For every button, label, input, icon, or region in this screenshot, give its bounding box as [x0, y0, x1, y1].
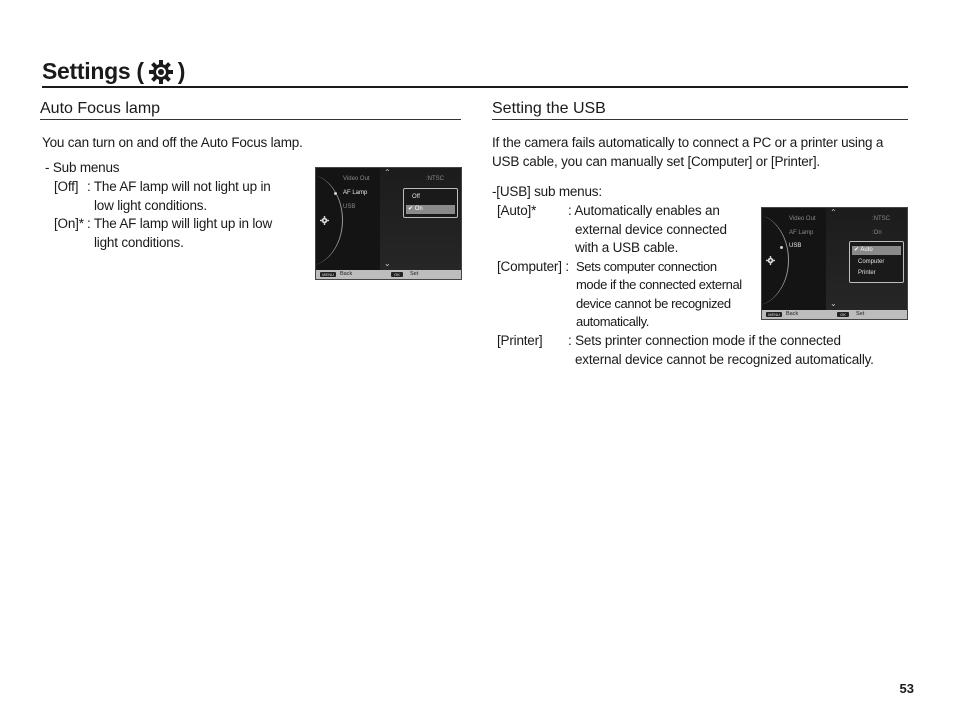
menu-item-usb: USB	[789, 243, 802, 249]
auto-desc-cont: external device connected	[575, 222, 727, 237]
video-out-value: :NTSC	[872, 216, 890, 222]
check-icon: ✔	[408, 206, 414, 212]
af-lamp-value: :On	[872, 230, 882, 236]
menu-item-usb: USB	[343, 204, 356, 210]
off-desc-cont: low light conditions.	[94, 198, 207, 213]
gear-icon	[148, 59, 174, 85]
menu-item-af-lamp: AF Lamp	[343, 190, 368, 196]
auto-desc: : Automatically enables an	[568, 203, 720, 218]
auto-desc-cont-2: with a USB cable.	[575, 240, 679, 255]
page-number: 53	[899, 681, 914, 696]
computer-desc-cont: mode if the connected external	[576, 277, 742, 292]
option-auto-selected	[852, 246, 901, 255]
section-divider	[492, 119, 908, 120]
usb-options-popup	[849, 241, 904, 283]
option-on-selected	[406, 205, 455, 214]
ok-key: OK	[391, 272, 403, 277]
off-desc: : The AF lamp will not light up in	[87, 179, 271, 194]
section-heading-auto-focus: Auto Focus lamp	[40, 100, 161, 117]
back-label: Back	[786, 311, 799, 317]
back-label: Back	[340, 271, 353, 277]
title-divider	[42, 86, 908, 88]
menu-key: MENU	[320, 272, 336, 277]
gear-icon	[320, 216, 329, 225]
screen-bottom-bar	[316, 270, 461, 279]
section-heading-usb: Setting the USB	[492, 100, 606, 117]
set-label: Set	[410, 271, 419, 277]
option-printer: Printer	[858, 270, 876, 276]
on-key: [On]*	[54, 216, 84, 231]
on-desc-cont: light conditions.	[94, 235, 184, 250]
set-label: Set	[856, 311, 865, 317]
computer-desc-cont-2: device cannot be recognized	[576, 296, 731, 311]
menu-item-video-out: Video Out	[343, 176, 370, 182]
check-icon: ✔	[854, 247, 860, 253]
usb-submenus-label: -[USB] sub menus:	[492, 184, 602, 199]
printer-key: [Printer]	[497, 333, 543, 348]
auto-focus-intro: You can turn on and off the Auto Focus lamp.	[42, 135, 303, 150]
gear-icon	[766, 256, 775, 265]
auto-focus-submenus-label: - Sub menus	[45, 160, 120, 175]
af-lamp-screen	[315, 167, 462, 280]
scroll-up-icon: ⌃	[830, 208, 837, 217]
computer-desc: Sets computer connection	[576, 259, 717, 274]
option-on: On	[414, 206, 423, 212]
af-lamp-options-popup	[403, 188, 458, 218]
option-computer: Computer	[858, 259, 885, 265]
off-key: [Off]	[54, 179, 79, 194]
option-auto: Auto	[860, 247, 873, 253]
computer-key: [Computer] :	[497, 259, 569, 274]
section-divider	[40, 119, 461, 120]
on-desc: : The AF lamp will light up in low	[87, 216, 273, 231]
scroll-up-icon: ⌃	[384, 168, 391, 177]
printer-desc: : Sets printer connection mode if the connected	[568, 333, 841, 348]
page-title	[42, 58, 185, 85]
menu-key: MENU	[766, 312, 782, 317]
usb-screen	[761, 207, 908, 320]
auto-key: [Auto]*	[497, 203, 537, 218]
menu-item-video-out: Video Out	[789, 216, 816, 222]
computer-desc-cont-3: automatically.	[576, 314, 649, 329]
usb-intro-cont: USB cable, you can manually set [Computer] or [Printer].	[492, 154, 820, 169]
page-title-text: Settings (	[42, 58, 144, 84]
ok-key: OK	[837, 312, 849, 317]
scroll-down-icon: ⌄	[830, 299, 837, 308]
scroll-down-icon: ⌄	[384, 259, 391, 268]
page-title-suffix: )	[177, 58, 186, 84]
screen-bottom-bar	[762, 310, 907, 319]
option-off: Off	[412, 194, 420, 200]
printer-desc-cont: external device cannot be recognized automatically.	[575, 352, 874, 367]
usb-intro: If the camera fails automatically to connect a PC or a printer using a	[492, 135, 884, 150]
video-out-value: :NTSC	[426, 176, 444, 182]
menu-item-af-lamp: AF Lamp	[789, 230, 814, 236]
